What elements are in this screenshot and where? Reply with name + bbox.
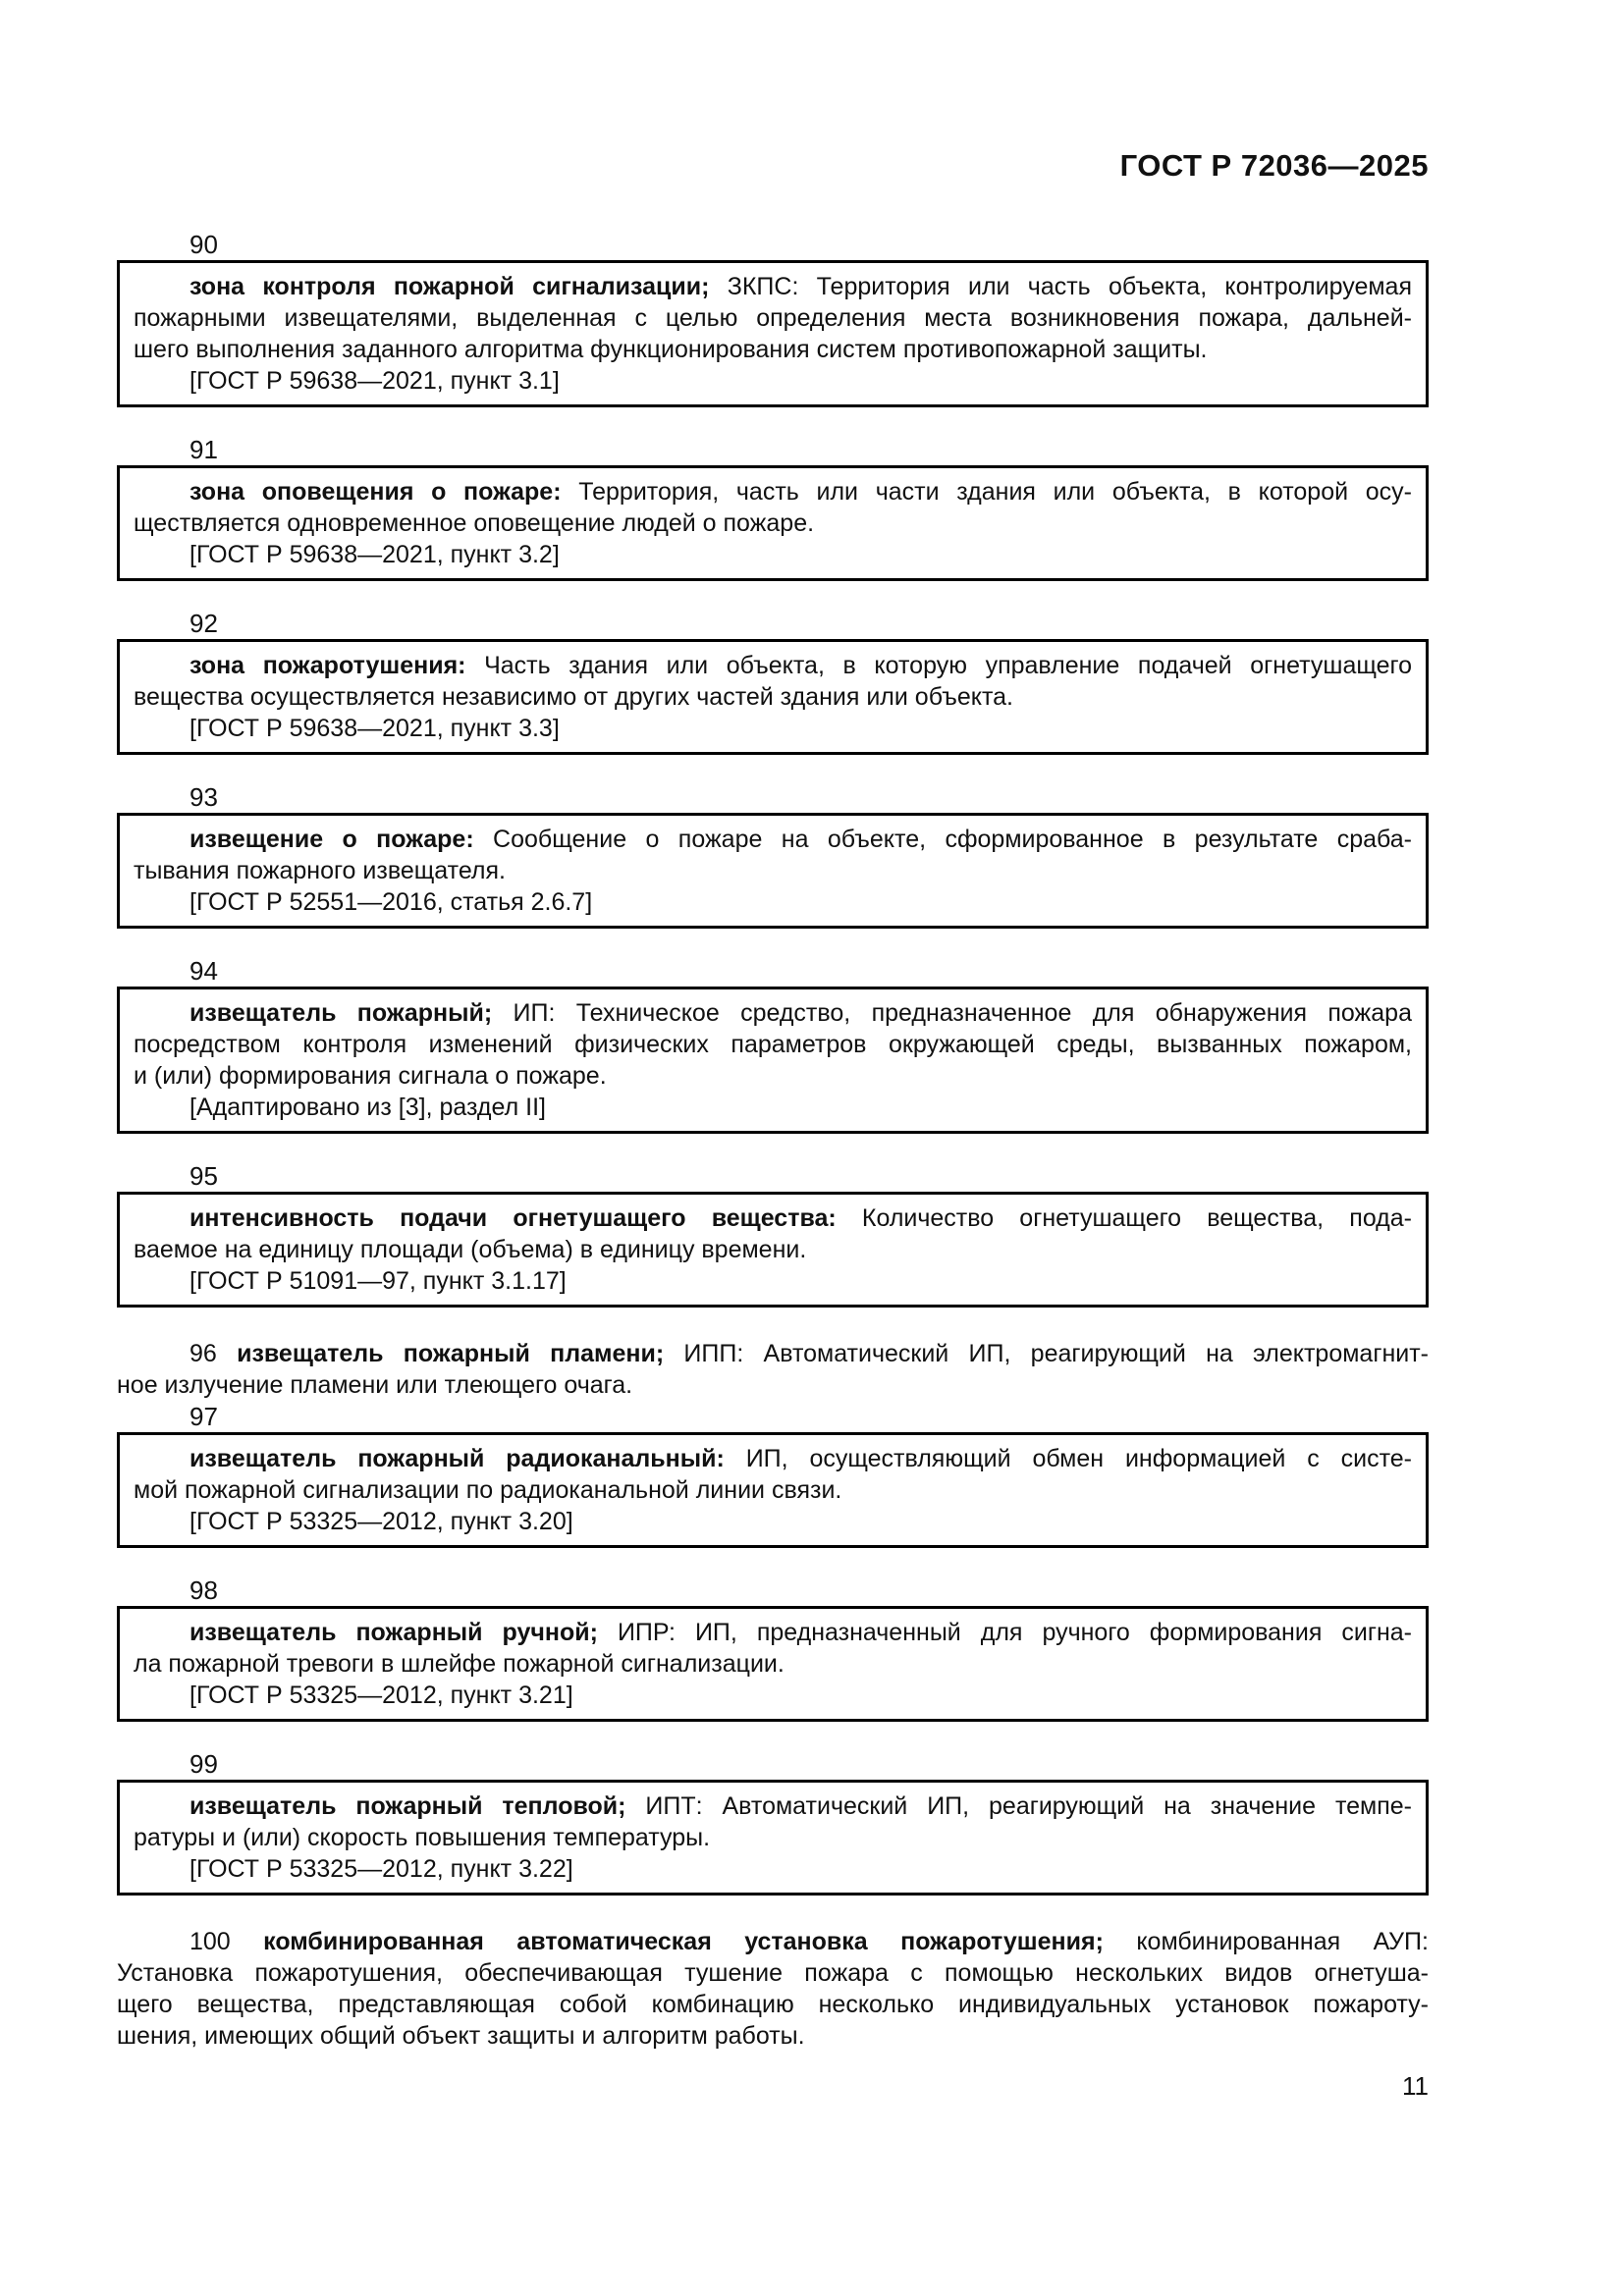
text-line <box>134 681 1412 713</box>
body-text: ИПП: Автоматический ИП, реагирующий на электромагнит- <box>664 1340 1429 1367</box>
definition-box <box>117 1780 1429 1896</box>
text-line <box>134 997 1412 1029</box>
text-line <box>134 1790 1412 1822</box>
body-text: [ГОСТ Р 52551—2016, статья 2.6.7] <box>189 888 593 916</box>
body-text: ИП: Техническое средство, предназначенное для обнаружения пожара <box>492 999 1412 1027</box>
text-line <box>134 302 1412 334</box>
body-text: [ГОСТ Р 53325—2012, пункт 3.20] <box>189 1508 573 1535</box>
text-line <box>134 1202 1412 1234</box>
body-text: ществляется одновременное оповещение людей о пожаре. <box>134 509 815 537</box>
text-line <box>134 1092 1412 1123</box>
text-line <box>134 824 1412 855</box>
body-text: 96 <box>189 1340 238 1367</box>
text-line <box>117 1338 1429 1369</box>
definition-paragraph <box>117 1926 1429 2052</box>
text-line <box>134 507 1412 539</box>
text-line <box>134 334 1412 365</box>
section-number: 90 <box>189 230 218 259</box>
body-text: Сообщение о пожаре на объекте, сформированное в результате сраба- <box>473 826 1412 853</box>
body-text: ИП, осуществляющий обмен информацией с систе- <box>724 1445 1412 1472</box>
definition-box <box>117 1606 1429 1722</box>
body-text: ваемое на единицу площади (объема) в единицу времени. <box>134 1236 807 1263</box>
body-text: вещества осуществляется независимо от других частей здания или объекта. <box>134 683 1013 711</box>
section-number: 91 <box>189 435 218 464</box>
text-line <box>134 1234 1412 1265</box>
text-line <box>134 1822 1412 1853</box>
body-text: Установка пожаротушения, обеспечивающая тушение пожара с помощью нескольких видов огнетуша- <box>117 1959 1429 1987</box>
body-text: комбинированная АУП: <box>1103 1928 1429 1955</box>
text-line <box>134 539 1412 570</box>
text-line <box>134 1443 1412 1474</box>
body-text: ное излучение пламени или тлеющего очага. <box>117 1371 633 1399</box>
term-text: зона оповещения о пожаре: <box>189 478 562 506</box>
text-line <box>134 1265 1412 1297</box>
term-text: извещение о пожаре: <box>189 826 474 853</box>
body-text: 100 <box>189 1928 264 1955</box>
body-text: ратуры и (или) скорость повышения температуры. <box>134 1824 711 1851</box>
text-line <box>134 886 1412 918</box>
text-line <box>134 1853 1412 1885</box>
text-line <box>117 1369 1429 1401</box>
term-text: извещатель пожарный тепловой; <box>189 1792 626 1820</box>
term-text: извещатель пожарный; <box>189 999 493 1027</box>
section-number: 97 <box>189 1402 218 1431</box>
term-text: извещатель пожарный пламени; <box>237 1340 665 1367</box>
terms-content <box>117 0 1429 2052</box>
text-line <box>134 1474 1412 1506</box>
definition-box <box>117 1192 1429 1308</box>
body-text: шего выполнения заданного алгоритма функционирования систем противопожарной защиты. <box>134 336 1208 363</box>
body-text: тывания пожарного извещателя. <box>134 857 506 884</box>
body-text: Территория, часть или части здания или объекта, в которой осу- <box>561 478 1412 506</box>
definition-box <box>117 1432 1429 1548</box>
body-text: щего вещества, представляющая собой комбинацию несколько индивидуальных установок пожароту- <box>117 1991 1429 2018</box>
text-line <box>134 1060 1412 1092</box>
section-number: 93 <box>189 782 218 812</box>
text-line <box>134 1617 1412 1648</box>
body-text: и (или) формирования сигнала о пожаре. <box>134 1062 607 1090</box>
body-text: [ГОСТ Р 53325—2012, пункт 3.21] <box>189 1682 573 1709</box>
section-number: 99 <box>189 1749 218 1779</box>
body-text: мой пожарной сигнализации по радиоканальной линии связи. <box>134 1476 842 1504</box>
text-line <box>134 365 1412 397</box>
page-number: 11 <box>1402 2071 1429 2101</box>
term-text: извещатель пожарный радиоканальный: <box>189 1445 725 1472</box>
term-text: зона контроля пожарной сигнализации; <box>189 273 710 300</box>
text-line <box>117 1957 1429 1989</box>
body-text: [Адаптировано из [3], раздел II] <box>189 1094 546 1121</box>
document-title: ГОСТ Р 72036—2025 <box>1119 148 1429 183</box>
term-text: интенсивность подачи огнетушащего вещества: <box>189 1204 837 1232</box>
term-text: извещатель пожарный ручной; <box>189 1619 598 1646</box>
body-text: ИПТ: Автоматический ИП, реагирующий на значение темпе- <box>625 1792 1412 1820</box>
body-text: пожарными извещателями, выделенная с целью определения места возникновения пожара, дальней- <box>134 304 1412 332</box>
text-line <box>134 1680 1412 1711</box>
definition-box <box>117 639 1429 755</box>
text-line <box>134 855 1412 886</box>
body-text: [ГОСТ Р 59638—2021, пункт 3.1] <box>189 367 560 395</box>
text-line <box>134 476 1412 507</box>
definition-box <box>117 465 1429 581</box>
body-text: шения, имеющих общий объект защиты и алгоритм работы. <box>117 2022 805 2050</box>
text-line <box>134 1506 1412 1537</box>
text-line <box>134 1648 1412 1680</box>
text-line <box>134 650 1412 681</box>
section-number: 98 <box>189 1575 218 1605</box>
body-text: [ГОСТ Р 51091—97, пункт 3.1.17] <box>189 1267 567 1295</box>
body-text: Часть здания или объекта, в которую управление подачей огнетушащего <box>465 652 1413 679</box>
body-text: ИПР: ИП, предназначенный для ручного формирования сигна- <box>597 1619 1412 1646</box>
body-text: [ГОСТ Р 59638—2021, пункт 3.2] <box>189 541 560 568</box>
text-line <box>134 271 1412 302</box>
text-line <box>117 1989 1429 2020</box>
text-line <box>134 1029 1412 1060</box>
definition-box <box>117 813 1429 929</box>
section-number: 92 <box>189 609 218 638</box>
definition-paragraph <box>117 1338 1429 1401</box>
definition-box <box>117 260 1429 407</box>
section-number: 94 <box>189 956 218 986</box>
definition-box <box>117 987 1429 1134</box>
text-line <box>117 1926 1429 1957</box>
body-text: посредством контроля изменений физических параметров окружающей среды, вызванных пожаром, <box>134 1031 1412 1058</box>
body-text: ЗКПС: Территория или часть объекта, контролируемая <box>709 273 1412 300</box>
body-text: Количество огнетушащего вещества, пода- <box>836 1204 1412 1232</box>
text-line <box>117 2020 1429 2052</box>
text-line <box>134 713 1412 744</box>
body-text: ла пожарной тревоги в шлейфе пожарной сигнализации. <box>134 1650 785 1678</box>
body-text: [ГОСТ Р 53325—2012, пункт 3.22] <box>189 1855 573 1883</box>
term-text: комбинированная автоматическая установка пожаротушения; <box>263 1928 1104 1955</box>
body-text: [ГОСТ Р 59638—2021, пункт 3.3] <box>189 715 560 742</box>
term-text: зона пожаротушения: <box>189 652 466 679</box>
section-number: 95 <box>189 1161 218 1191</box>
